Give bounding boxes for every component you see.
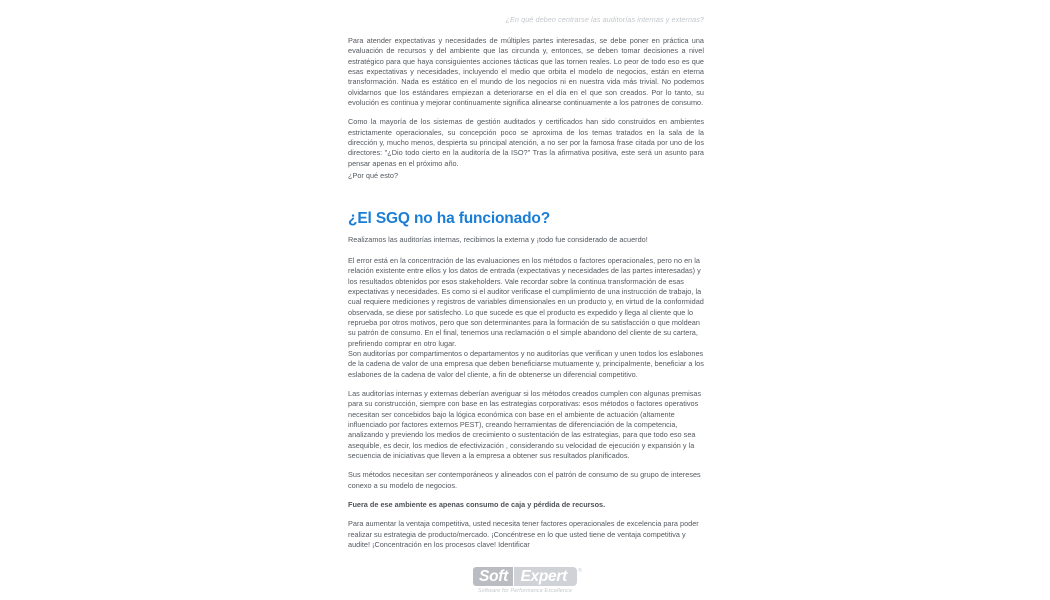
paragraph-2: Como la mayoría de los sistemas de gestión auditados y certificados han sido construidos en ambientes estrictamente operacionales, su concepción poco se aproxima de los temas tratados en la sala de la dirección y, mucho menos, despierta su principal atención, a no ser por la famosa frase citada por uno de los directores: "¿Dio todo cierto en la auditoría de la ISO?" Tras la afirmativa positiva, este será un asunto para pensar apenas en el próximo año.: [348, 117, 704, 168]
section-heading: ¿El SGQ no ha funcionado?: [348, 210, 551, 228]
running-head: ¿En qué deben centrarse las auditorías internas y externas?: [505, 15, 704, 24]
body-block: [348, 36, 704, 550]
registered-trademark-icon: ®: [578, 568, 582, 574]
logo-word-soft: Soft: [473, 567, 513, 586]
paragraph-bold-note: Fuera de ese ambiente es apenas consumo de caja y pérdida de recursos.: [348, 500, 606, 510]
paragraph-1: Para atender expectativas y necesidades de múltiples partes interesadas, se debe poner en práctica una evaluación de recursos y del ambiente que las circunda y, entonces, se deben tomar decisiones a nivel estratégico para que haya consiguientes acciones tácticas que las tornen reales. Lo peor de todo eso es que esas expectativas y necesidades, incluyendo el medio que orbita el modelo de negocios, están en eterna transformación. Nada es estático en el mundo de los negocios ni en nuestra vida más trivial. No podemos olvidarnos que los estándares empiezan a deteriorarse en el día en el que son creados. Por lo tanto, su evolución es continua y mejorar continuamente significa alinearse continuamente a los patrones de consumo.: [348, 36, 704, 108]
paragraph-question: ¿Por qué esto?: [348, 171, 399, 181]
paragraph-7: Las auditorías internas y externas deberían averiguar si los métodos creados cumplen con algunas premisas para su construcción, siempre con base en las estrategias corporativas: esos métodos o factores operativos necesitan ser concebidos bajo la lógica económica con base en el ambiente de actuación (altamente influenciado por factores externos PEST), creando herramientas de diferenciación de la competencia, analizando y previendo los medios de crecimiento o sustentación de las estrategias, para que todo eso sea asequible, es decir, los medios de efectivización , considerando su velocidad de ejecución y expansión y la secuencia de iniciativas que lleven a la empresa a obtener sus resultados planificados.: [348, 388, 702, 460]
content-column: [348, 0, 704, 559]
page-footer: [0, 567, 1050, 594]
paragraph-8: Sus métodos necesitan ser contemporáneos y alineados con el patrón de consumo de su grupo de intereses conexo a su modelo de negocios.: [348, 470, 701, 490]
paragraph-6: Son auditorías por compartimentos o departamentos y no auditorías que verifican y unen todos los eslabones de la cadena de valor de una empresa que deben beneficiarse mutuamente y, principalmente, beneficiar a los eslabones de la cadena de valor del cliente, a fin de obtenerse un diferencial competitivo.: [348, 348, 704, 379]
paragraph-10: Para aumentar la ventaja competitiva, usted necesita tener factores operacionales de excelencia para poder realizar su estrategia de producto/mercado. ¡Concéntrese en lo que usted tiene de ventaja competitiva y audite! ¡Concentración en los procesos clave! Identificar: [348, 519, 699, 550]
logo-word-expert: Expert: [514, 567, 576, 586]
softexpert-logo: [473, 567, 582, 586]
paragraph-5: El error está en la concentración de las evaluaciones en los métodos o factores operacionales, pero no en la relación existente entre ellos y los datos de entrada (expectativas y necesidades de las partes interesadas) y los resultados obtenidos por esos stakeholders. Vale recordar sobre la continua transformación de esas expectativas y necesidades. Es como si el auditor verificase el cumplimiento de una instrucción de trabajo, la cual requiere mediciones y registros de variables dimensionales en un producto y, en virtud de la conformidad observada, se diese por satisfecho. Lo que sucede es que el producto es expedido y llega al cliente que lo reprueba por otros motivos, pero que son determinantes para la formación de su satisfacción o que moldean su patrón de consumo. En el final, tenemos una reclamación o el simple abandono del cliente de su cartera, prefiriendo comprar en otro lugar.: [348, 255, 704, 348]
paragraph-lede: Realizamos las auditorías internas, recibimos la externa y ¡todo fue considerado de acuerdo!: [348, 235, 648, 245]
logo-tagline: Software for Performance Excellence: [477, 588, 573, 594]
